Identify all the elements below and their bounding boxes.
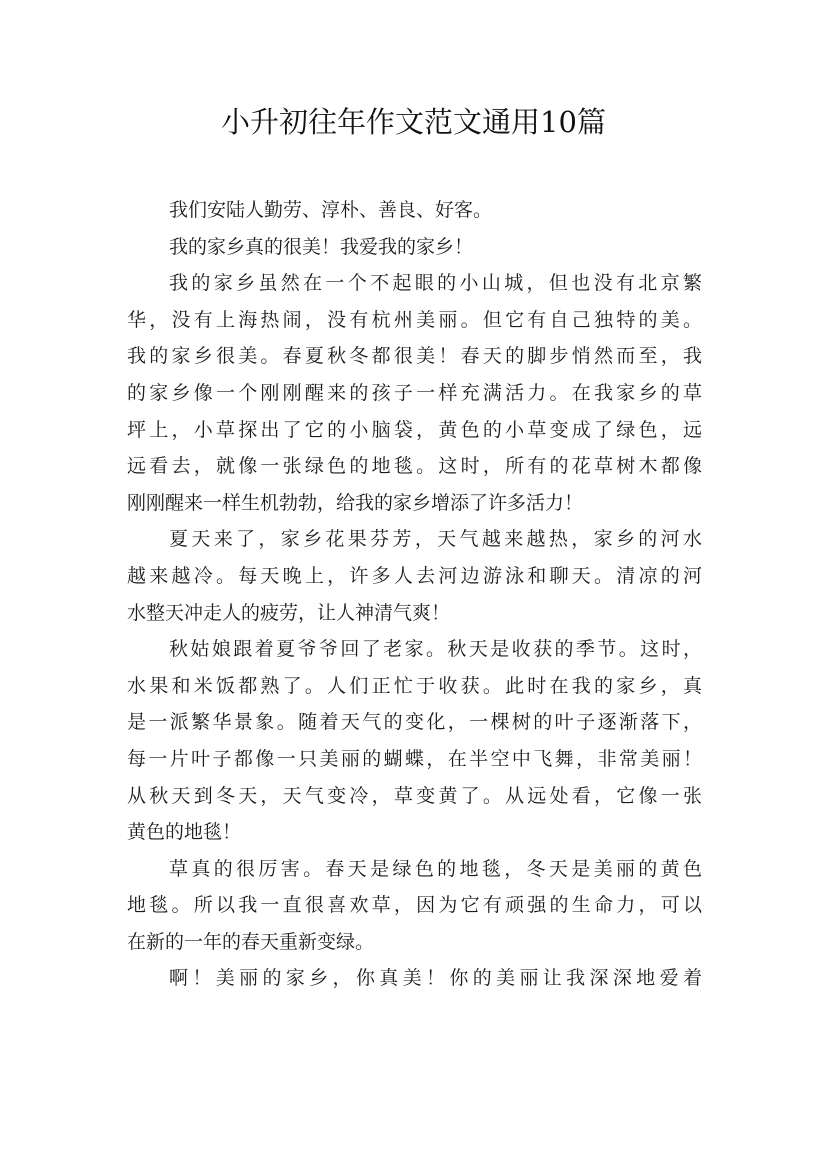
text-line: 坪上，小草探出了它的小脑袋，黄色的小草变成了绿色，远 — [127, 418, 702, 441]
text-line: 的家乡像一个刚刚醒来的孩子一样充满活力。在我家乡的草 — [127, 381, 702, 404]
text-line: 我们安陆人勤劳、淳朴、善良、好客。 — [169, 199, 493, 221]
text-line: 是一派繁华景象。随着天气的变化，一棵树的叶子逐渐落下， — [127, 711, 702, 734]
document-title: 小升初往年作文范文通用10篇 — [221, 105, 606, 139]
text-line: 秋姑娘跟着夏爷爷回了老家。秋天是收获的季节。这时， — [169, 638, 702, 661]
text-line: 我的家乡真的很美！我爱我的家乡！ — [169, 235, 474, 258]
text-line: 啊！美丽的家乡，你真美！你的美丽让我深深地爱着 — [169, 967, 702, 990]
text-line: 华，没有上海热闹，没有杭州美丽。但它有自己独特的美。 — [127, 308, 702, 331]
text-line: 我的家乡很美。春夏秋冬都很美！春天的脚步悄然而至，我 — [127, 345, 702, 368]
text-line: 水果和米饭都熟了。人们正忙于收获。此时在我的家乡，真 — [127, 674, 702, 697]
text-line: 草真的很厉害。春天是绿色的地毯，冬天是美丽的黄色 — [169, 857, 702, 880]
document-body — [127, 192, 702, 997]
text-line: 地毯。所以我一直很喜欢草，因为它有顽强的生命力，可以 — [127, 894, 702, 917]
text-line: 黄色的地毯！ — [127, 821, 242, 844]
text-line: 从秋天到冬天，天气变冷，草变黄了。从远处看，它像一张 — [127, 784, 702, 807]
text-line: 夏天来了，家乡花果芬芳，天气越来越热，家乡的河水 — [169, 528, 702, 551]
text-line: 在新的一年的春天重新变绿。 — [127, 930, 375, 953]
text-line: 每一片叶子都像一只美丽的蝴蝶，在半空中飞舞，非常美丽！ — [127, 747, 702, 770]
text-line: 远看去，就像一张绿色的地毯。这时，所有的花草树木都像 — [127, 455, 702, 478]
text-line: 水整天冲走人的疲劳，让人神清气爽！ — [127, 601, 451, 624]
text-line: 我的家乡虽然在一个不起眼的小山城，但也没有北京繁 — [169, 272, 702, 295]
text-line: 刚刚醒来一样生机勃勃，给我的家乡增添了许多活力！ — [127, 491, 584, 514]
text-line: 越来越冷。每天晚上，许多人去河边游泳和聊天。清凉的河 — [127, 564, 702, 587]
